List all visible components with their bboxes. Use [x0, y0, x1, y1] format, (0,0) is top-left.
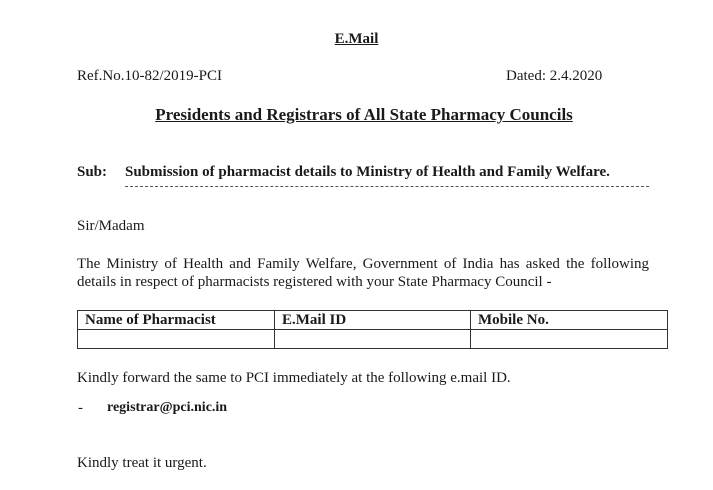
salutation: Sir/Madam [77, 218, 145, 234]
table-header-mobile: Mobile No. [471, 311, 668, 330]
pharmacist-details-table [77, 310, 668, 349]
document-title [0, 31, 713, 48]
email-bullet: - [78, 400, 83, 416]
subject-label: Sub: [77, 164, 108, 180]
recipients-heading-text: Presidents and Registrars of All State Pharmacy Councils [155, 105, 573, 124]
closing-line: Kindly treat it urgent. [77, 455, 207, 471]
table-cell-mobile [471, 330, 668, 349]
subject-text: Submission of pharmacist details to Ministry of Health and Family Welfare. [125, 164, 610, 180]
forward-instruction: Kindly forward the same to PCI immediately at the following e.mail ID. [77, 370, 511, 386]
subject-divider [125, 186, 649, 187]
document-title-text: E.Mail [334, 31, 379, 47]
table-cell-name [78, 330, 275, 349]
table-header-email: E.Mail ID [275, 311, 471, 330]
table-header-name: Name of Pharmacist [78, 311, 275, 330]
recipients-heading [0, 105, 713, 125]
body-paragraph: The Ministry of Health and Family Welfare, Government of India has asked the following details in respect of pharmacists registered with your State Pharmacy Council - [77, 256, 649, 290]
table-row [78, 330, 668, 349]
table-cell-email [275, 330, 471, 349]
contact-email: registrar@pci.nic.in [107, 400, 228, 415]
date-line: Dated: 2.4.2020 [506, 68, 603, 84]
table-header-row [78, 311, 668, 330]
reference-number: Ref.No.10-82/2019-PCI [77, 68, 222, 84]
